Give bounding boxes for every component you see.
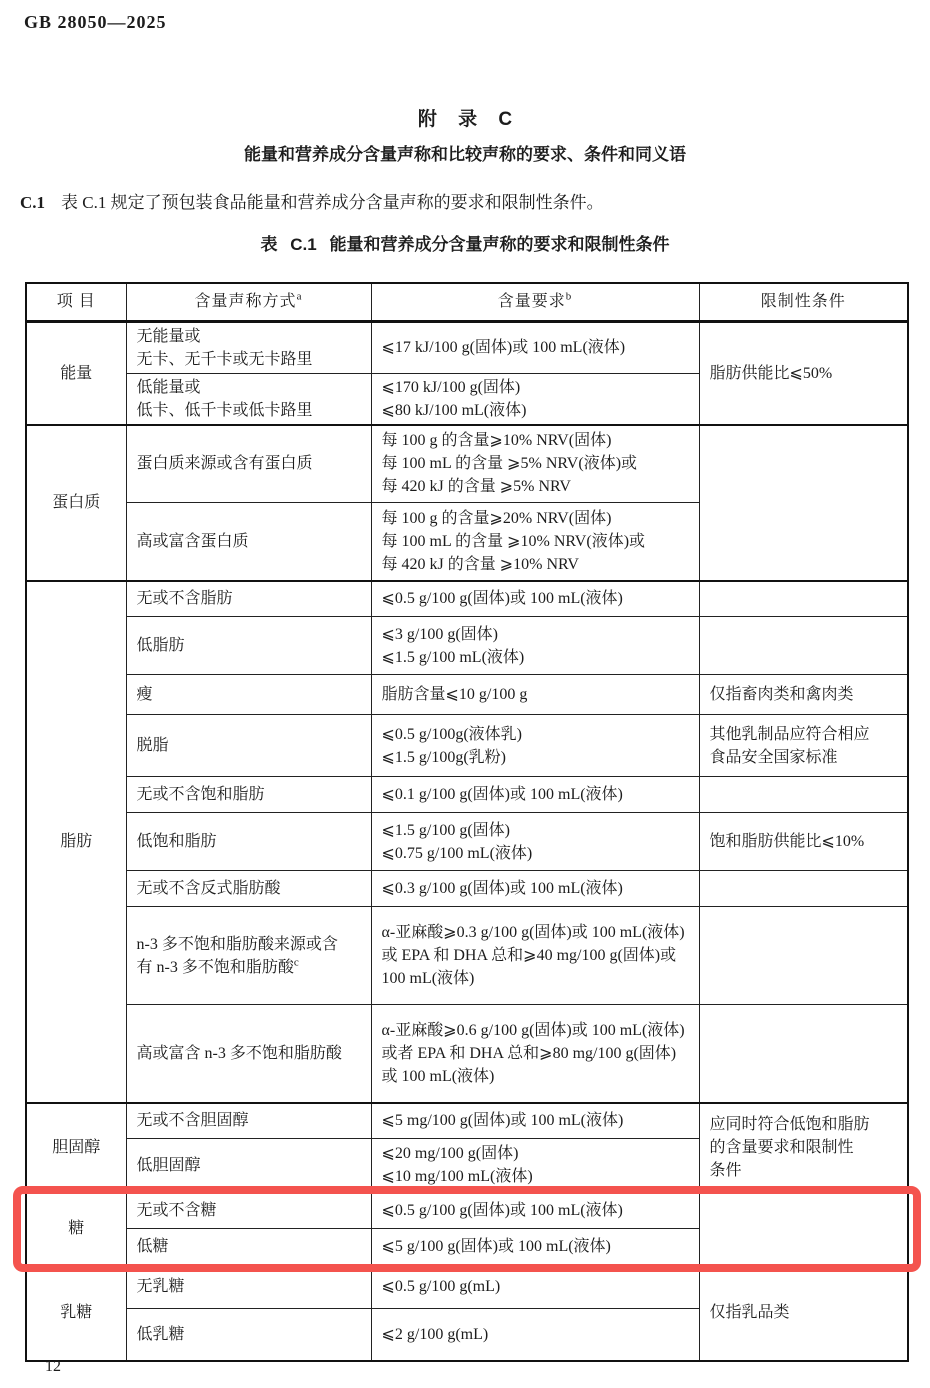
- table-row: [26, 777, 908, 813]
- condition-cell: [699, 1103, 908, 1193]
- requirement-line: α-亚麻酸⩾0.6 g/100 g(固体)或 100 mL(液体): [381, 1021, 685, 1039]
- table-row: [26, 617, 908, 675]
- claim-line: 低糖: [136, 1237, 169, 1255]
- condition-line: 的含量要求和限制性: [709, 1139, 854, 1156]
- requirement-cell: [371, 373, 699, 425]
- requirement-line: 脂肪含量⩽10 g/100 g: [381, 686, 528, 703]
- claim-cell: [126, 1005, 371, 1103]
- requirement-line: ⩽1.5 g/100g(乳粉): [381, 748, 507, 766]
- condition-line: 仅指畜肉类和禽肉类: [709, 686, 854, 703]
- claim-cell: [126, 907, 371, 1005]
- condition-cell: [699, 675, 908, 715]
- requirement-cell: [371, 425, 699, 503]
- requirement-line: 或者 EPA 和 DHA 总和⩾80 mg/100 g(固体)或 100 mL(液体): [381, 1044, 677, 1085]
- item-cell-lactose: 乳糖: [26, 1265, 126, 1361]
- claim-cell: [126, 1193, 371, 1229]
- claim-cell: [126, 425, 371, 503]
- requirement-cell: [371, 503, 699, 581]
- clause-text: 表 C.1 规定了预包装食品能量和营养成分含量声称的要求和限制性条件。: [61, 193, 604, 212]
- item-cell-protein: 蛋白质: [26, 425, 126, 581]
- header-requirement: 含量要求$^b$: [371, 283, 699, 321]
- requirement-line: 每 100 g 的含量⩾10% NRV(固体): [381, 432, 612, 450]
- requirement-line: 每 420 kJ 的含量 ⩾10% NRV: [381, 555, 579, 573]
- requirement-line: ⩽0.1 g/100 g(固体)或 100 mL(液体): [381, 786, 623, 803]
- table-row: [26, 871, 908, 907]
- requirement-line: ⩽20 mg/100 g(固体): [381, 1145, 519, 1163]
- footnote-marker-a: a: [296, 290, 303, 303]
- requirement-cell: [371, 715, 699, 777]
- claim-line: 无或不含脂肪: [136, 590, 233, 608]
- claim-line: 瘦: [136, 686, 153, 703]
- condition-line: 条件: [709, 1162, 742, 1179]
- claim-line: 无或不含糖: [136, 1202, 217, 1220]
- claim-line: 蛋白质来源或含有蛋白质: [136, 455, 313, 473]
- requirement-line: ⩽0.5 g/100 g(固体)或 100 mL(液体): [381, 590, 623, 608]
- table-row: [26, 321, 908, 373]
- claim-cell: [126, 617, 371, 675]
- claim-line: 无能量或: [136, 327, 201, 345]
- requirement-line: ⩽5 mg/100 g(固体)或 100 mL(液体): [381, 1112, 624, 1130]
- condition-cell: [699, 1005, 908, 1103]
- condition-line: 饱和脂肪供能比⩽10%: [709, 833, 865, 850]
- condition-cell: [699, 1193, 908, 1265]
- requirement-line: 每 100 mL 的含量 ⩾5% NRV(液体)或: [381, 455, 638, 473]
- footnote-marker-c: c: [293, 956, 299, 969]
- claim-line: 高或富含蛋白质: [136, 532, 249, 550]
- requirement-line: ⩽10 mg/100 mL(液体): [381, 1168, 533, 1186]
- requirement-cell: [371, 871, 699, 907]
- claim-cell: [126, 1229, 371, 1265]
- claim-line: 无或不含反式脂肪酸: [136, 880, 281, 897]
- claim-line: 高或富含 n-3 多不饱和脂肪酸: [136, 1044, 342, 1062]
- table-row: [26, 813, 908, 871]
- item-cell-cholesterol: 胆固醇: [26, 1103, 126, 1193]
- item-cell-sugar: 糖: [26, 1193, 126, 1265]
- claim-cell: [126, 1103, 371, 1139]
- header-condition: 限制性条件: [699, 283, 908, 321]
- requirement-line: ⩽170 kJ/100 g(固体): [381, 378, 521, 396]
- footnote-marker-b: b: [565, 290, 573, 303]
- claim-line: 有 n-3 多不饱和脂肪酸$^c$: [136, 956, 299, 976]
- condition-line: 食品安全国家标准: [709, 748, 838, 766]
- requirement-cell: [371, 1139, 699, 1193]
- claim-line: 无乳糖: [136, 1278, 185, 1296]
- claim-cell: [126, 813, 371, 871]
- condition-cell: [699, 777, 908, 813]
- requirement-cell: [371, 1229, 699, 1265]
- table-header-row: [26, 283, 908, 321]
- condition-line: 应同时符合低饱和脂肪: [709, 1116, 870, 1133]
- claim-line: 低脂肪: [136, 637, 185, 654]
- claim-line: 低卡、低千卡或低卡路里: [136, 401, 313, 419]
- claim-line: 低饱和脂肪: [136, 833, 217, 850]
- item-cell-fat: 脂肪: [26, 581, 126, 1103]
- appendix-subtitle: 能量和营养成分含量声称和比较声称的要求、条件和同义语: [244, 145, 686, 164]
- requirement-cell: [371, 813, 699, 871]
- condition-cell: [699, 581, 908, 617]
- header-item: 项 目: [26, 283, 126, 321]
- table-row: [26, 1265, 908, 1309]
- requirement-line: ⩽0.75 g/100 mL(液体): [381, 844, 533, 862]
- requirement-line: ⩽0.5 g/100 g(mL): [381, 1278, 501, 1296]
- claim-cell: [126, 321, 371, 373]
- claim-line: 低胆固醇: [136, 1156, 201, 1174]
- requirement-cell: [371, 1005, 699, 1103]
- claims-table: [25, 282, 909, 1362]
- claim-cell: [126, 675, 371, 715]
- claim-cell: [126, 777, 371, 813]
- requirement-cell: [371, 675, 699, 715]
- table-row: [26, 1103, 908, 1139]
- requirement-line: 每 420 kJ 的含量 ⩾5% NRV: [381, 478, 571, 496]
- clause-c1: [20, 188, 910, 213]
- requirement-line: ⩽0.3 g/100 g(固体)或 100 mL(液体): [381, 880, 623, 897]
- condition-line: 其他乳制品应符合相应: [709, 725, 870, 743]
- requirement-line: ⩽17 kJ/100 g(固体)或 100 mL(液体): [381, 339, 626, 356]
- requirement-line: ⩽2 g/100 g(mL): [381, 1325, 489, 1343]
- requirement-cell: [371, 1103, 699, 1139]
- requirement-line: 每 100 g 的含量⩾20% NRV(固体): [381, 509, 612, 527]
- requirement-cell: [371, 1193, 699, 1229]
- condition-cell: [699, 871, 908, 907]
- requirement-cell: [371, 777, 699, 813]
- requirement-line: ⩽3 g/100 g(固体): [381, 625, 499, 643]
- requirement-cell: [371, 907, 699, 1005]
- condition-cell: [699, 425, 908, 581]
- claim-cell: [126, 715, 371, 777]
- claim-line: n-3 多不饱和脂肪酸来源或含: [136, 935, 338, 953]
- condition-cell: [699, 715, 908, 777]
- claim-line: 脱脂: [136, 737, 169, 754]
- page-number: 12: [45, 1358, 61, 1375]
- table-row: [26, 425, 908, 503]
- claim-cell: [126, 1265, 371, 1309]
- claim-cell: [126, 1309, 371, 1361]
- item-cell-energy: 能量: [26, 321, 126, 425]
- clause-label: C.1: [20, 193, 46, 212]
- requirement-cell: [371, 1309, 699, 1361]
- requirement-line: ⩽1.5 g/100 g(固体): [381, 821, 511, 839]
- claim-line: 无或不含饱和脂肪: [136, 786, 265, 803]
- table-row: [26, 715, 908, 777]
- condition-cell: [699, 321, 908, 425]
- condition-cell: [699, 907, 908, 1005]
- claim-line: 低乳糖: [136, 1325, 185, 1343]
- requirement-line: ⩽0.5 g/100g(液体乳): [381, 725, 523, 743]
- table-row: [26, 581, 908, 617]
- claim-cell: [126, 871, 371, 907]
- requirement-cell: [371, 1265, 699, 1309]
- claim-line: 无或不含胆固醇: [136, 1112, 249, 1130]
- header-claim: 含量声称方式$^a$: [126, 283, 371, 321]
- requirement-line: ⩽1.5 g/100 mL(液体): [381, 648, 525, 666]
- table-caption: 表 C.1 能量和营养成分含量声称的要求和限制性条件: [260, 235, 670, 254]
- claim-line: 无卡、无千卡或无卡路里: [136, 350, 313, 368]
- condition-cell: [699, 617, 908, 675]
- claim-cell: [126, 503, 371, 581]
- appendix-title: 附 录 C: [417, 109, 513, 130]
- claim-cell: [126, 581, 371, 617]
- condition-cell: [699, 813, 908, 871]
- table-row: [26, 675, 908, 715]
- requirement-line: α-亚麻酸⩾0.3 g/100 g(固体)或 100 mL(液体): [381, 924, 685, 941]
- table-row: [26, 1005, 908, 1103]
- condition-cell: [699, 1265, 908, 1361]
- standard-number: GB 28050—2025: [24, 12, 167, 32]
- claim-line: 低能量或: [136, 378, 201, 396]
- requirement-line: 每 100 mL 的含量 ⩾10% NRV(液体)或: [381, 532, 646, 550]
- requirement-cell: [371, 581, 699, 617]
- requirement-line: 或 EPA 和 DHA 总和⩾40 mg/100 g(固体)或 100 mL(液体): [381, 947, 677, 987]
- claim-cell: [126, 1139, 371, 1193]
- requirement-line: ⩽80 kJ/100 mL(液体): [381, 401, 527, 419]
- condition-line: 仅指乳品类: [709, 1304, 790, 1321]
- condition-line: 脂肪供能比⩽50%: [709, 364, 833, 382]
- requirement-cell: [371, 321, 699, 373]
- table-row-sugar: [26, 1193, 908, 1229]
- requirement-line: ⩽0.5 g/100 g(固体)或 100 mL(液体): [381, 1202, 623, 1220]
- requirement-cell: [371, 617, 699, 675]
- claim-cell: [126, 373, 371, 425]
- table-row: [26, 907, 908, 1005]
- requirement-line: ⩽5 g/100 g(固体)或 100 mL(液体): [381, 1237, 611, 1255]
